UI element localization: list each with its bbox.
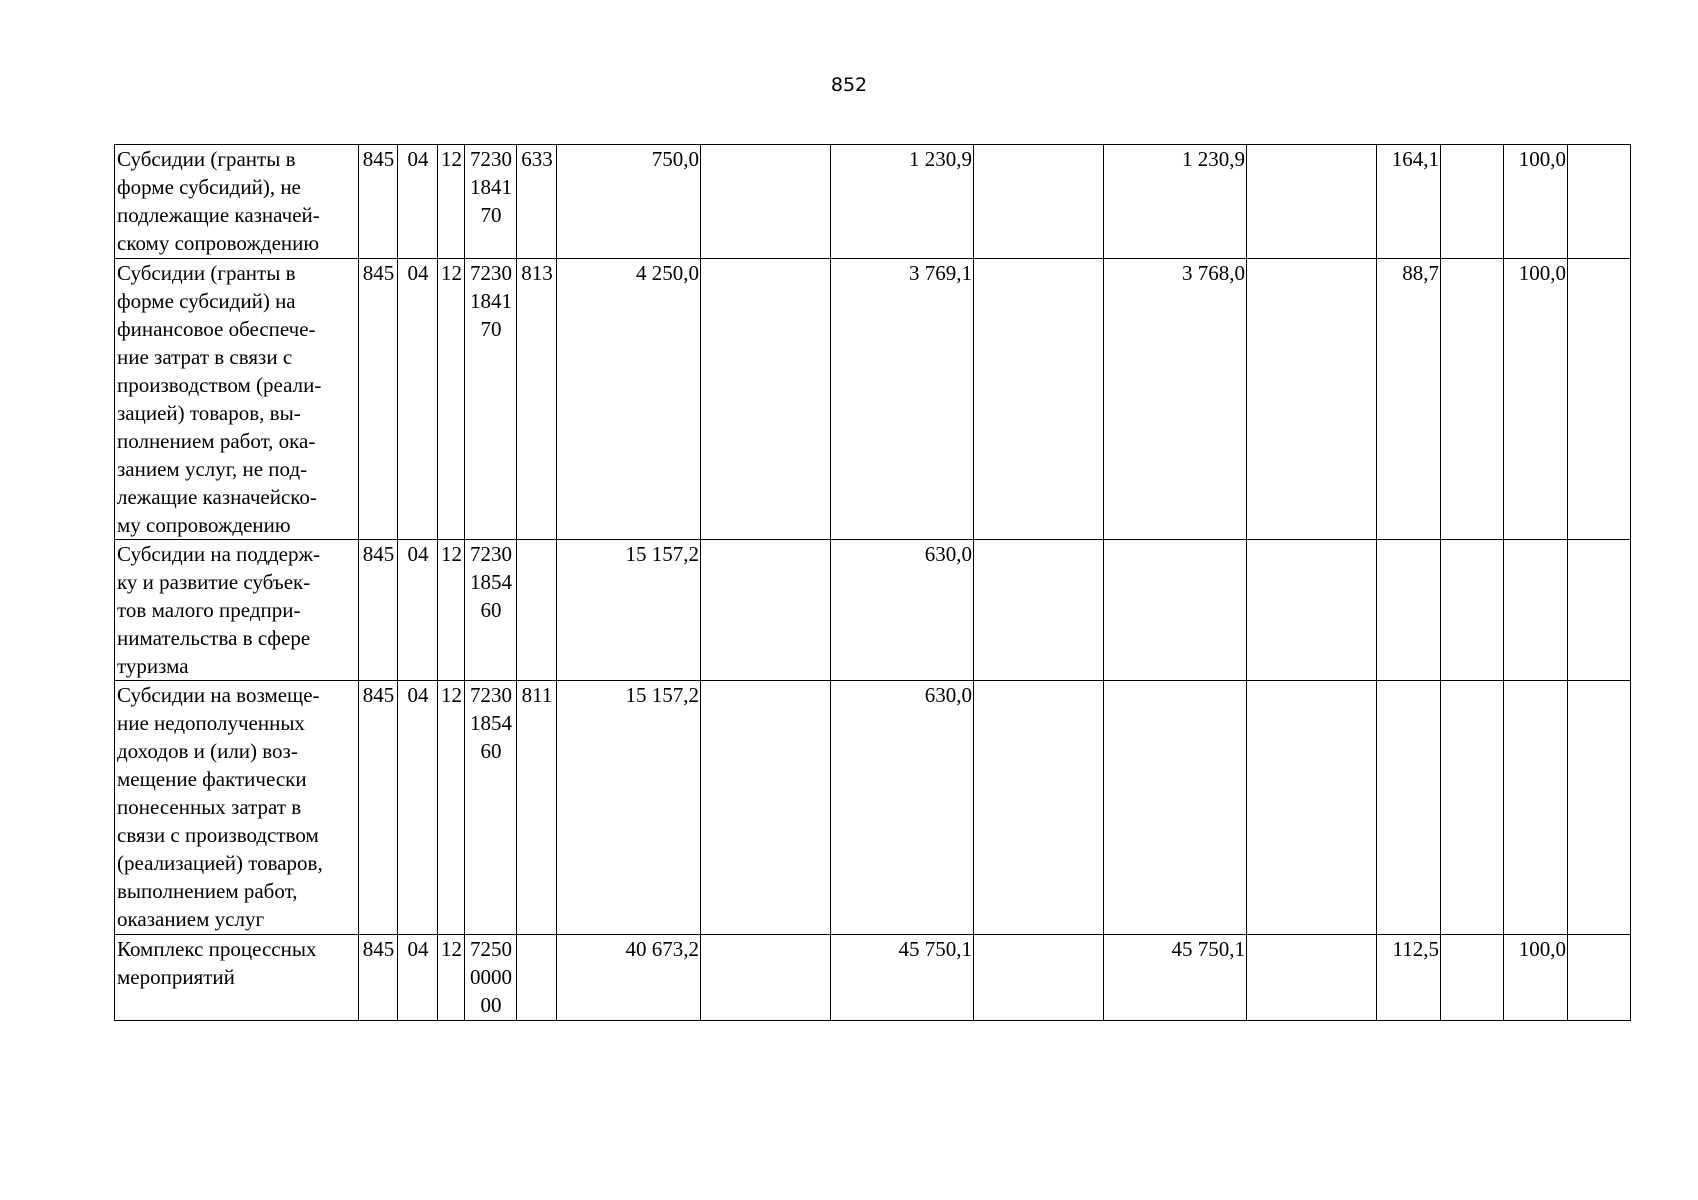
value-cell-v5: 45 750,1: [1104, 935, 1247, 1021]
row-name-line: Субсидии (гранты в: [117, 147, 296, 171]
target-article-cell: [465, 540, 517, 681]
target-article-line: 60: [480, 598, 502, 622]
target-article-cell: [465, 935, 517, 1021]
target-article-cell: [465, 259, 517, 540]
value-cell-v4: [974, 259, 1104, 540]
value-cell-v8: [1441, 935, 1504, 1021]
value-cell-v3: 45 750,1: [831, 935, 974, 1021]
row-name-cell: [115, 935, 359, 1021]
row-name-line: Субсидии (гранты в: [117, 261, 296, 285]
budget-table: [114, 144, 1631, 1021]
row-name-line: финансовое обеспече-: [117, 317, 316, 341]
value-cell-v2: [701, 145, 831, 259]
row-name-line: форме субсидий) на: [117, 289, 296, 313]
subsection-code-cell: 12: [438, 259, 465, 540]
table-row: [115, 681, 1631, 935]
admin-code-cell: 845: [359, 935, 398, 1021]
value-cell-v1: 4 250,0: [557, 259, 701, 540]
value-cell-v10: [1568, 681, 1631, 935]
target-article-line: 0000: [470, 965, 512, 989]
value-cell-v3: 1 230,9: [831, 145, 974, 259]
expense-type-cell: [517, 540, 557, 681]
admin-code-cell: 845: [359, 145, 398, 259]
row-name-line: (реализацией) товаров,: [117, 851, 323, 875]
section-code-cell: 04: [398, 540, 438, 681]
value-cell-v3: 630,0: [831, 540, 974, 681]
value-cell-v9: 100,0: [1504, 935, 1568, 1021]
row-name-line: производством (реали-: [117, 373, 322, 397]
value-cell-v7: [1377, 540, 1441, 681]
subsection-code-cell: 12: [438, 681, 465, 935]
target-article-cell: [465, 145, 517, 259]
value-cell-v5: [1104, 540, 1247, 681]
subsection-code-cell: 12: [438, 145, 465, 259]
value-cell-v6: [1247, 259, 1377, 540]
row-name-line: му сопровождению: [117, 513, 291, 537]
target-article-line: 1854: [470, 570, 512, 594]
value-cell-v6: [1247, 145, 1377, 259]
row-name-line: подлежащие казначей-: [117, 203, 320, 227]
value-cell-v7: 164,1: [1377, 145, 1441, 259]
section-code-cell: 04: [398, 935, 438, 1021]
row-name-line: скому сопровождению: [117, 231, 320, 255]
row-name-line: тов малого предпри-: [117, 598, 301, 622]
value-cell-v1: 750,0: [557, 145, 701, 259]
expense-type-cell: 811: [517, 681, 557, 935]
value-cell-v9: 100,0: [1504, 145, 1568, 259]
row-name-line: Комплекс процессных: [117, 937, 317, 961]
subsection-code-cell: 12: [438, 540, 465, 681]
section-code-cell: 04: [398, 259, 438, 540]
value-cell-v6: [1247, 540, 1377, 681]
target-article-line: 60: [480, 739, 502, 763]
value-cell-v7: 88,7: [1377, 259, 1441, 540]
value-cell-v6: [1247, 681, 1377, 935]
target-article-line: 70: [480, 317, 502, 341]
subsection-code-cell: 12: [438, 935, 465, 1021]
value-cell-v9: [1504, 540, 1568, 681]
row-name-line: форме субсидий), не: [117, 175, 301, 199]
table-body: [115, 145, 1631, 1021]
row-name-line: доходов и (или) воз-: [117, 739, 298, 763]
value-cell-v10: [1568, 540, 1631, 681]
value-cell-v4: [974, 540, 1104, 681]
row-name-line: мещение фактически: [117, 767, 307, 791]
value-cell-v4: [974, 681, 1104, 935]
expense-type-cell: [517, 935, 557, 1021]
value-cell-v1: 40 673,2: [557, 935, 701, 1021]
value-cell-v7: [1377, 681, 1441, 935]
value-cell-v5: [1104, 681, 1247, 935]
target-article-line: 7230: [470, 147, 512, 171]
value-cell-v8: [1441, 145, 1504, 259]
row-name-line: ние затрат в связи с: [117, 345, 293, 369]
row-name-line: ку и развитие субъек-: [117, 570, 311, 594]
row-name-line: нимательства в сфере: [117, 626, 311, 650]
expense-type-cell: 813: [517, 259, 557, 540]
row-name-cell: [115, 145, 359, 259]
target-article-cell: [465, 681, 517, 935]
value-cell-v10: [1568, 145, 1631, 259]
target-article-line: 7230: [470, 683, 512, 707]
row-name-line: занием услуг, не под-: [117, 457, 308, 481]
row-name-line: выполнением работ,: [117, 879, 298, 903]
value-cell-v6: [1247, 935, 1377, 1021]
value-cell-v3: 3 769,1: [831, 259, 974, 540]
row-name-line: Субсидии на возмеще-: [117, 683, 320, 707]
section-code-cell: 04: [398, 681, 438, 935]
target-article-line: 7230: [470, 542, 512, 566]
value-cell-v2: [701, 540, 831, 681]
value-cell-v10: [1568, 935, 1631, 1021]
row-name-line: связи с производством: [117, 823, 319, 847]
value-cell-v8: [1441, 259, 1504, 540]
target-article-line: 7230: [470, 261, 512, 285]
value-cell-v1: 15 157,2: [557, 540, 701, 681]
row-name-line: полнением работ, ока-: [117, 429, 316, 453]
target-article-line: 7250: [470, 937, 512, 961]
row-name-cell: [115, 540, 359, 681]
admin-code-cell: 845: [359, 681, 398, 935]
row-name-line: ние недополученных: [117, 711, 305, 735]
value-cell-v8: [1441, 681, 1504, 935]
value-cell-v3: 630,0: [831, 681, 974, 935]
value-cell-v2: [701, 935, 831, 1021]
value-cell-v7: 112,5: [1377, 935, 1441, 1021]
value-cell-v5: 3 768,0: [1104, 259, 1247, 540]
target-article-line: 00: [480, 993, 502, 1017]
row-name-line: лежащие казначейско-: [117, 485, 317, 509]
table-row: [115, 259, 1631, 540]
target-article-line: 70: [480, 203, 502, 227]
table-row: [115, 540, 1631, 681]
table-row: [115, 935, 1631, 1021]
value-cell-v9: [1504, 681, 1568, 935]
row-name-cell: [115, 259, 359, 540]
target-article-line: 1841: [470, 289, 512, 313]
target-article-line: 1854: [470, 711, 512, 735]
row-name-cell: [115, 681, 359, 935]
value-cell-v1: 15 157,2: [557, 681, 701, 935]
value-cell-v2: [701, 259, 831, 540]
value-cell-v8: [1441, 540, 1504, 681]
row-name-line: Субсидии на поддерж-: [117, 542, 320, 566]
row-name-line: понесенных затрат в: [117, 795, 302, 819]
value-cell-v4: [974, 935, 1104, 1021]
section-code-cell: 04: [398, 145, 438, 259]
target-article-line: 1841: [470, 175, 512, 199]
value-cell-v5: 1 230,9: [1104, 145, 1247, 259]
admin-code-cell: 845: [359, 259, 398, 540]
value-cell-v2: [701, 681, 831, 935]
admin-code-cell: 845: [359, 540, 398, 681]
value-cell-v10: [1568, 259, 1631, 540]
row-name-line: туризма: [117, 654, 189, 678]
value-cell-v4: [974, 145, 1104, 259]
page-number: 852: [830, 74, 868, 96]
row-name-line: оказанием услуг: [117, 907, 265, 931]
table-row: [115, 145, 1631, 259]
expense-type-cell: 633: [517, 145, 557, 259]
row-name-line: зацией) товаров, вы-: [117, 401, 301, 425]
row-name-line: мероприятий: [117, 965, 235, 989]
value-cell-v9: 100,0: [1504, 259, 1568, 540]
